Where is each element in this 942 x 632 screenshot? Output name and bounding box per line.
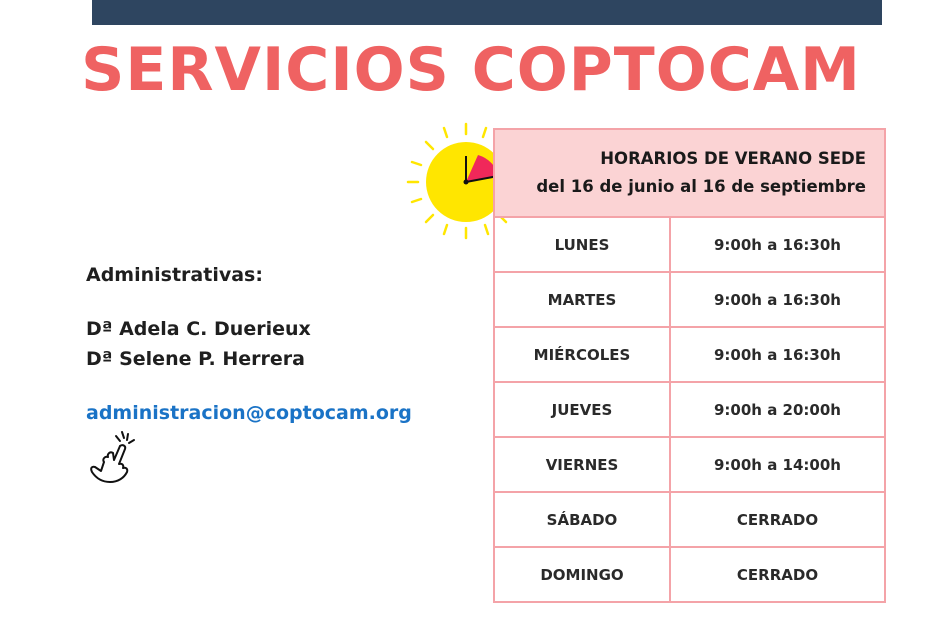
- schedule-heading-dates: del 16 de junio al 16 de septiembre: [536, 177, 866, 196]
- email-link[interactable]: administracion@coptocam.org: [86, 402, 412, 424]
- table-row: [494, 437, 885, 492]
- page-title: SERVICIOS COPTOCAM: [81, 35, 861, 105]
- table-row: [494, 217, 885, 272]
- day-cell: VIERNES: [494, 437, 670, 492]
- contact-label: Administrativas:: [86, 264, 263, 286]
- day-cell: JUEVES: [494, 382, 670, 437]
- day-cell: DOMINGO: [494, 547, 670, 602]
- schedule-heading: [494, 129, 885, 217]
- table-row: [494, 327, 885, 382]
- hours-cell: 9:00h a 20:00h: [670, 382, 885, 437]
- day-cell: LUNES: [494, 217, 670, 272]
- contact-block: [86, 264, 412, 424]
- day-cell: MARTES: [494, 272, 670, 327]
- hours-cell: CERRADO: [670, 492, 885, 547]
- top-banner-bar: [92, 0, 882, 25]
- schedule-table: [493, 128, 886, 603]
- schedule-heading-title: HORARIOS DE VERANO SEDE: [600, 149, 866, 168]
- contact-person: Dª Selene P. Herrera: [86, 348, 305, 370]
- schedule-header-row: [494, 129, 885, 217]
- contact-person: Dª Adela C. Duerieux: [86, 318, 311, 340]
- table-row: [494, 382, 885, 437]
- hours-cell: 9:00h a 16:30h: [670, 217, 885, 272]
- pointing-hand-icon: [84, 428, 144, 488]
- table-row: [494, 492, 885, 547]
- table-row: [494, 547, 885, 602]
- hours-cell: 9:00h a 16:30h: [670, 272, 885, 327]
- day-cell: MIÉRCOLES: [494, 327, 670, 382]
- hours-cell: CERRADO: [670, 547, 885, 602]
- hours-cell: 9:00h a 16:30h: [670, 327, 885, 382]
- contact-names: [86, 314, 412, 374]
- day-cell: SÁBADO: [494, 492, 670, 547]
- table-row: [494, 272, 885, 327]
- hours-cell: 9:00h a 14:00h: [670, 437, 885, 492]
